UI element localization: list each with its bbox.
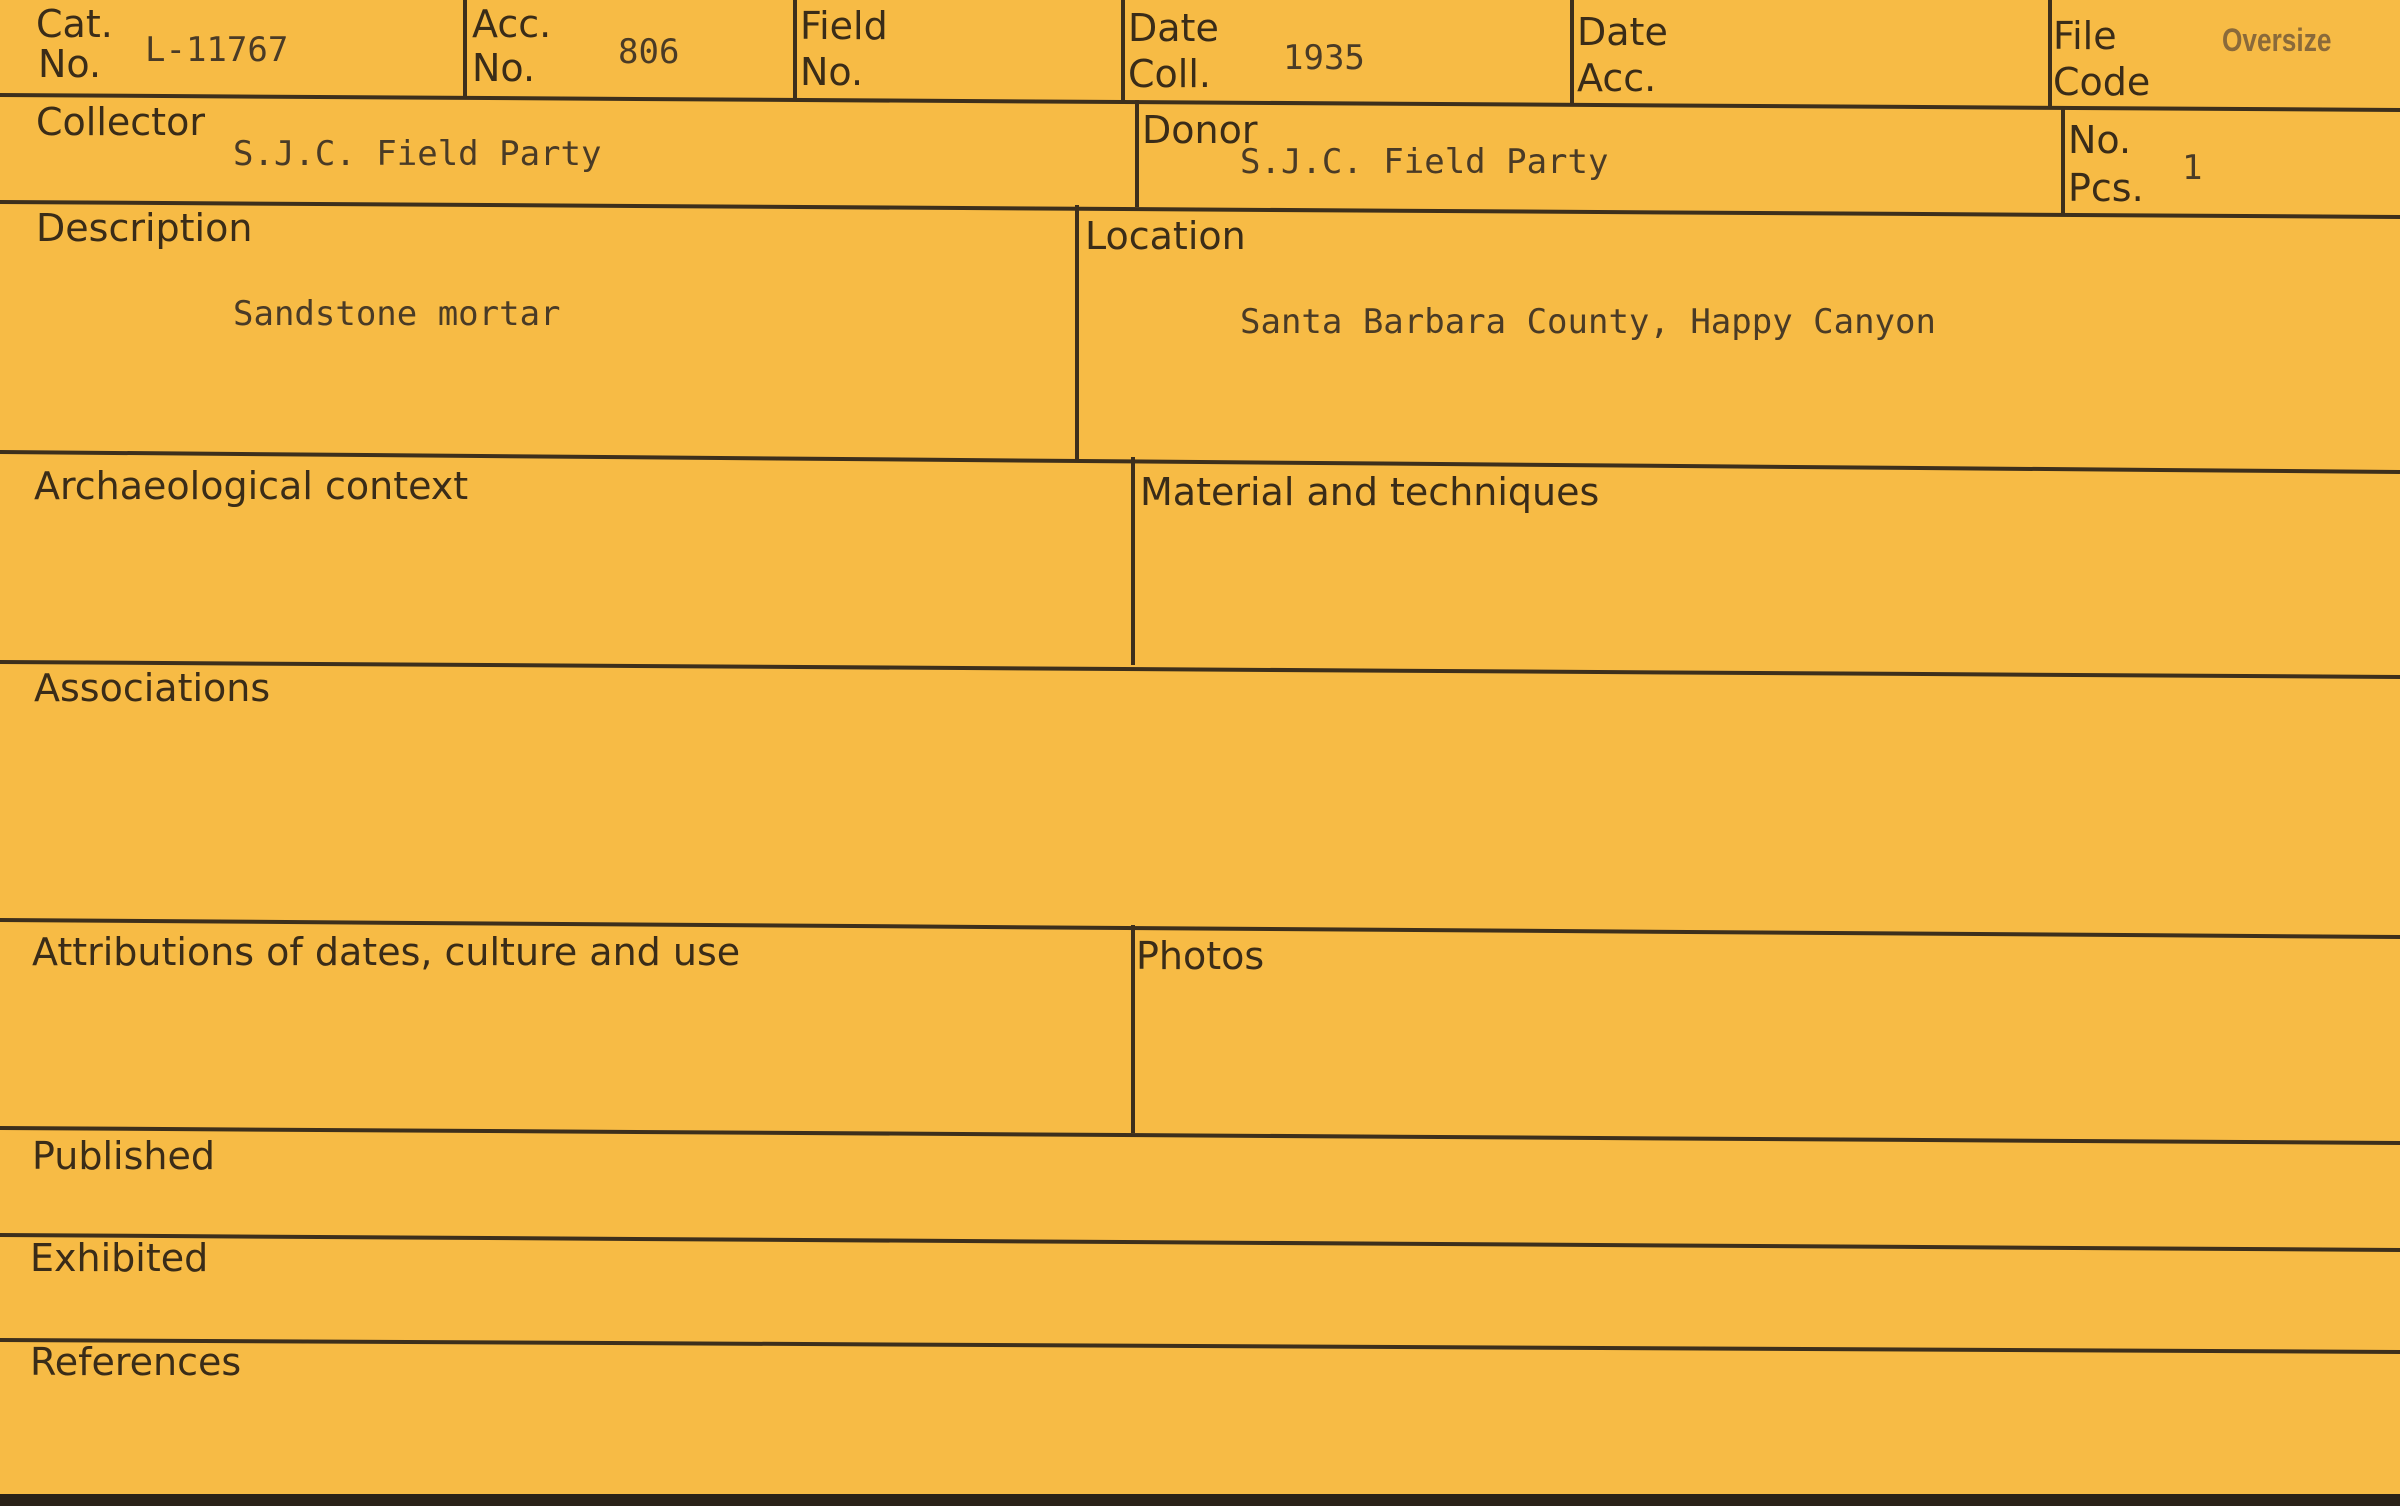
description-value: Sandstone mortar: [233, 294, 561, 334]
acc-no-label-line2: No.: [472, 46, 536, 90]
collector-label: Collector: [36, 100, 205, 144]
attributions-label: Attributions of dates, culture and use: [32, 930, 741, 974]
no-pcs-label-line2: Pcs.: [2068, 166, 2144, 210]
acc-no-value: 806: [618, 32, 680, 72]
associations-label: Associations: [34, 666, 271, 710]
no-pcs-value: 1: [2182, 148, 2203, 188]
archaeological-context-label: Archaeological context: [34, 464, 469, 508]
date-coll-label-line2: Coll.: [1128, 52, 1211, 96]
cat-no-label-line1: Cat.: [36, 2, 113, 46]
description-label: Description: [36, 206, 253, 250]
oversize-stamp: Oversize: [2222, 22, 2332, 58]
exhibited-label: Exhibited: [30, 1236, 209, 1280]
no-pcs-label-line1: No.: [2068, 118, 2132, 162]
date-acc-label-line2: Acc.: [1577, 56, 1657, 100]
acc-no-label-line1: Acc.: [472, 2, 552, 46]
field-no-label-line1: Field: [800, 4, 888, 48]
published-label: Published: [32, 1134, 215, 1178]
file-code-label-line1: File: [2053, 14, 2117, 58]
field-no-label-line2: No.: [800, 50, 864, 94]
cat-no-value: L-11767: [145, 30, 289, 70]
cat-no-label-line2: No.: [38, 42, 102, 86]
location-value: Santa Barbara County, Happy Canyon: [1240, 302, 1936, 342]
date-coll-label-line1: Date: [1128, 6, 1219, 50]
donor-label: Donor: [1142, 108, 1258, 152]
photos-label: Photos: [1136, 934, 1265, 978]
card-bottom-edge: [0, 1494, 2400, 1506]
file-code-label-line2: Code: [2053, 60, 2151, 104]
date-coll-value: 1935: [1283, 38, 1365, 78]
date-acc-label-line1: Date: [1577, 10, 1668, 54]
material-and-techniques-label: Material and techniques: [1140, 470, 1600, 514]
donor-value: S.J.C. Field Party: [1240, 142, 1609, 182]
collector-value: S.J.C. Field Party: [233, 134, 602, 174]
location-label: Location: [1085, 214, 1246, 258]
references-label: References: [30, 1340, 242, 1384]
